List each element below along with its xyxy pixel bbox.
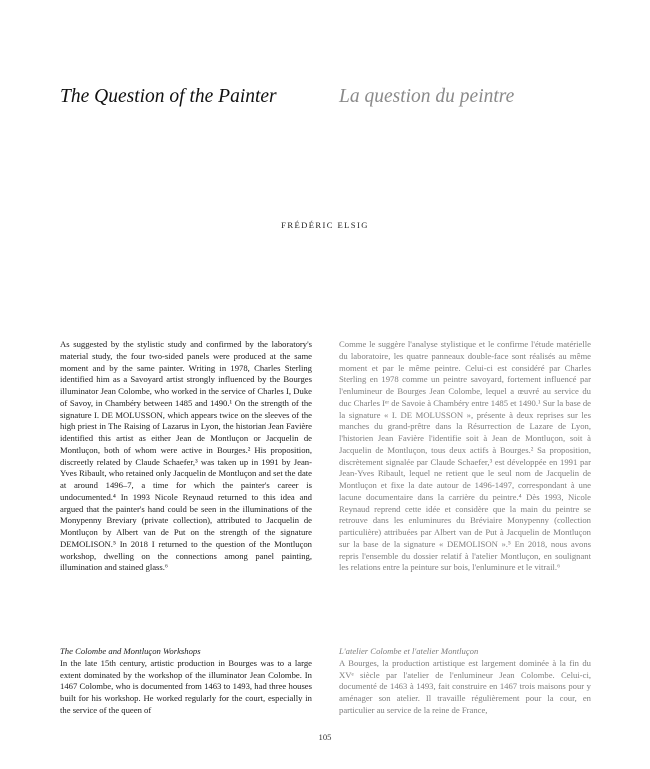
section-french [339, 646, 591, 717]
author-name: FRÉDÉRIC ELSIG [281, 220, 369, 230]
paragraph-english: As suggested by the stylistic study and confirmed by the laboratory's material study, the four two-sided panels were produced at the same moment and by the same painter. Writing in 1978, Charles Sterling identified him as a Savoyard artist strongly influenced by the Bourges illuminator Jean Colombe, who worked in the service of Charles I, Duke of Savoy, in Chambéry between 1485 and 1490.¹ On the strength of the signature I. DE MOLUSSON, which appears twice on the sleeves of the high priest in The Raising of Lazarus in Lyon, the historian Jean Favière identified this artist as either Jean de Montluçon or Jacquelin de Montluçon, both of whom were active in Bourges.² His proposition, discreetly related by Claude Schaefer,³ was taken up in 1991 by Jean-Yves Ribault, who retained only Jacquelin de Montluçon and set the date at around 1496–7, a time for which the painter's career is undocumented.⁴ In 1993 Nicole Reynaud returned to this idea and argued that the painter's hand could be seen in the illuminations of the Monypenny Breviary (private collection), attributed to Jacquelin de Montluçon by Albert van de Put on the strength of the signature DEMOLISON.⁵ In 2018 I returned to the question of the Montluçon workshop, dwelling on the connections among panel painting, illumination and stained glass.⁶ [60, 339, 312, 573]
paragraph-french-2: A Bourges, la production artistique est largement dominée à la fin du XVᵉ siècle par l'atelier de l'enlumineur Jean Colombe. Celui-ci, documenté de 1463 à 1493, fait construire en 1467 trois maisons pour y aménager son atelier. Il travaille régulièrement pour la cour, en particulier au service de la reine de France, [339, 657, 591, 715]
title-english: The Question of the Painter [60, 86, 277, 107]
column-french [339, 339, 591, 574]
paragraph-french: Comme le suggère l'analyse stylistique et le confirme l'étude matérielle du laboratoire, les quatre panneaux double-face sont réalisés au même moment et par le même peintre. Celui-ci est considéré par Charles Sterling en 1978 comme un peintre savoyard, fortement influencé par l'enlumineur de Bourges Jean Colombe, lequel a œuvré au service du duc Charles Iᵉʳ de Savoie à Chambéry entre 1485 et 1490.¹ Sur la base de la signature « I. DE MOLUSSON », présente à deux reprises sur les manches du grand-prêtre dans la Résurrection de Lazare de Lyon, l'historien Jean Favière l'identifie soit à Jean de Montluçon, soit à Jacquelin de Montluçon, tous deux actifs à Bourges.² Sa proposition, discrètement signalée par Claude Schaefer,³ est développée en 1991 par Jean-Yves Ribault, lequel ne retient que le seul nom de Jacquelin de Montluçon et fixe la date autour de 1496-1497, correspondant à une lacune documentaire dans la carrière du peintre.⁴ Dès 1993, Nicole Reynaud reprend cette idée et considère que la main du peintre se retrouve dans les enluminures du Bréviaire Monypenny (collection particulière) attribuées par Albert van de Put à Jacquelin de Montluçon sur la base de la signature « DEMOLISON ».⁵ En 2018, nous avons repris l'ensemble du dossier relatif à l'atelier Montluçon, en soulignant les relations entre la peinture sur bois, l'enluminure et le vitrail.⁶ [339, 339, 591, 573]
subheading-english: The Colombe and Montluçon Workshops [60, 646, 201, 656]
page-number: 105 [318, 732, 332, 742]
column-english [60, 339, 312, 574]
section-english [60, 646, 312, 717]
subheading-french: L'atelier Colombe et l'atelier Montluçon [339, 646, 479, 656]
paragraph-english-2: In the late 15th century, artistic production in Bourges was to a large extent dominated by the workshop of the illuminator Jean Colombe. In 1467 Colombe, who is documented from 1463 to 1493, had three houses built for his workshop. He worked regularly for the court, especially in the service of the queen of [60, 657, 312, 715]
title-french: La question du peintre [339, 86, 515, 107]
